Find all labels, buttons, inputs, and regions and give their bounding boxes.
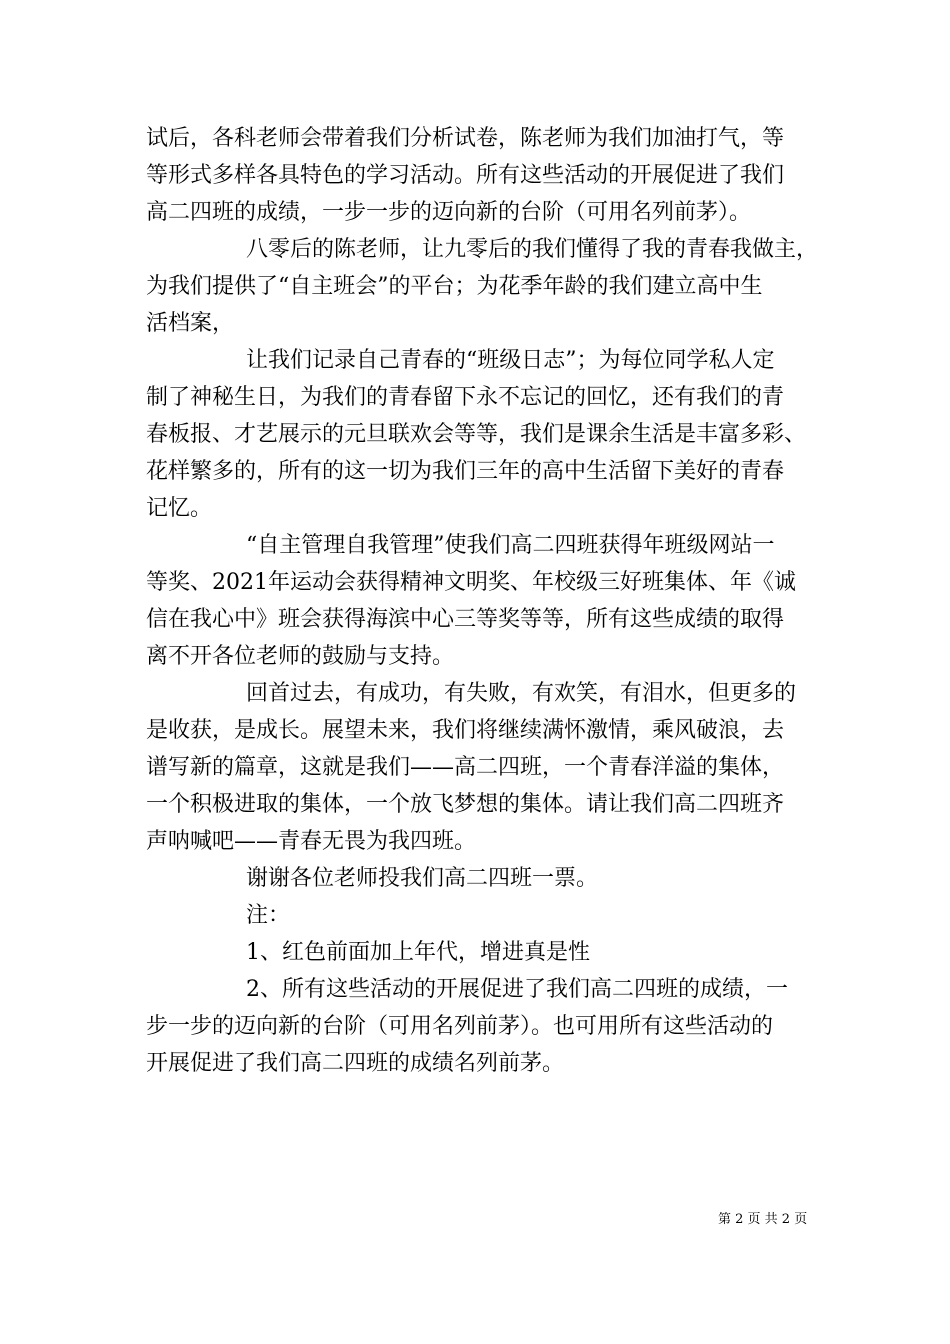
body-line: 试后，各科老师会带着我们分析试卷，陈老师为我们加油打气，等: [146, 126, 785, 151]
body-line: 注：: [246, 903, 291, 928]
body-line: 1、红色前面加上年代，增进真是性: [246, 940, 590, 965]
body-line: 活档案，: [146, 311, 235, 336]
body-line: 等奖、2021年运动会获得精神文明奖、年校级三好班集体、年《诚: [146, 570, 796, 595]
body-line: 等形式多样各具特色的学习活动。所有这些活动的开展促进了我们: [146, 163, 785, 188]
body-line: 回首过去，有成功，有失败，有欢笑，有泪水，但更多的: [246, 681, 797, 706]
body-line: 谢谢各位老师投我们高二四班一票。: [246, 866, 599, 891]
body-line: 制了神秘生日，为我们的青春留下永不忘记的回忆，还有我们的青: [146, 385, 785, 410]
body-line: 花样繁多的，所有的这一切为我们三年的高中生活留下美好的青春: [146, 459, 785, 484]
body-line: 是收获，是成长。展望未来，我们将继续满怀激情，乘风破浪，去: [146, 718, 785, 743]
body-line: 让我们记录自己青春的“班级日志”；为每位同学私人定: [246, 348, 775, 373]
body-line: 为我们提供了“自主班会”的平台；为花季年龄的我们建立高中生: [146, 274, 763, 299]
body-line: 离不开各位老师的鼓励与支持。: [146, 644, 455, 669]
body-line: 一个积极进取的集体，一个放飞梦想的集体。请让我们高二四班齐: [146, 792, 785, 817]
body-line: 开展促进了我们高二四班的成绩名列前茅。: [146, 1051, 565, 1076]
body-line: “自主管理自我管理”使我们高二四班获得年班级网站一: [246, 533, 775, 558]
body-line: 2、所有这些活动的开展促进了我们高二四班的成绩，一: [246, 977, 788, 1002]
body-line: 步一步的迈向新的台阶（可用名列前茅）。也可用所有这些活动的: [146, 1014, 774, 1039]
body-line: 春板报、才艺展示的元旦联欢会等等，我们是课余生活是丰富多彩、: [146, 422, 807, 447]
body-line: 谱写新的篇章，这就是我们——高二四班，一个青春洋溢的集体，: [146, 755, 785, 780]
body-line: 高二四班的成绩，一步一步的迈向新的台阶（可用名列前茅）。: [146, 200, 752, 225]
body-line: 声呐喊吧——青春无畏为我四班。: [146, 829, 477, 854]
body-line: 八零后的陈老师，让九零后的我们懂得了我的青春我做主，: [246, 237, 819, 262]
body-line: 信在我心中》班会获得海滨中心三等奖等等，所有这些成绩的取得: [146, 607, 785, 632]
page-number-footer: 第 2 页 共 2 页: [718, 1212, 808, 1227]
body-line: 记忆。: [146, 496, 213, 521]
